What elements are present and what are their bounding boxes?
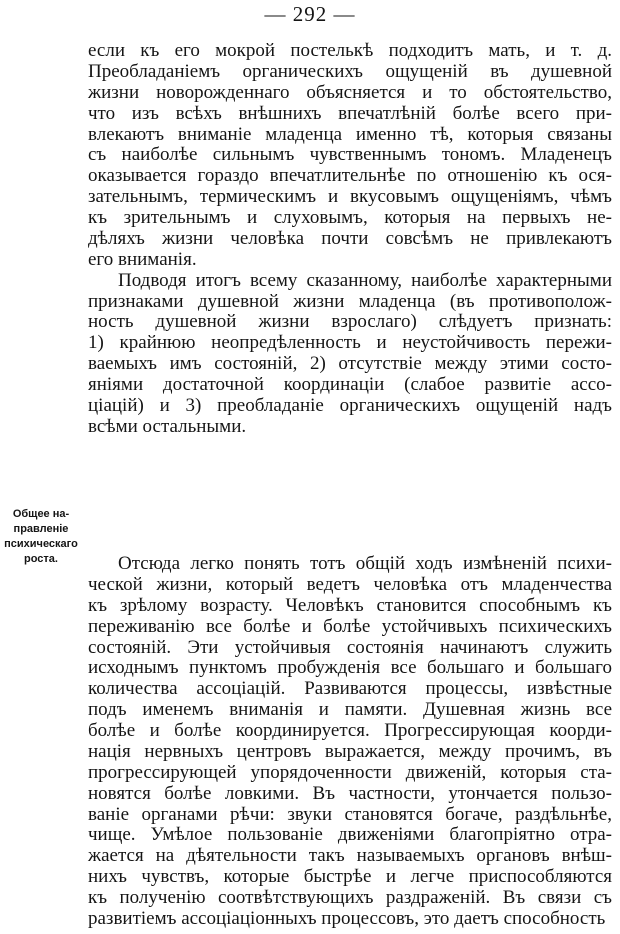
text-line: жизни новорожденнаго объясняется и то обстоятельство, (88, 82, 612, 103)
margin-note (0, 507, 82, 567)
text-line: состояній. Эти устойчивыя состоянія начинаютъ служить (88, 637, 612, 658)
text-line: прогрессирующей упорядоченности движеній, которыя ста- (88, 762, 612, 783)
text-line: нація нервныхъ центровъ выражается, между прочимъ, въ (88, 741, 612, 762)
text-line: ческой жизни, который ведетъ человѣка отъ младенчества (88, 574, 612, 595)
text-line: болѣе и болѣе координируется. Прогрессирующая коорди- (88, 720, 612, 741)
text-line: признаками душевной жизни младенца (въ противополож- (88, 291, 612, 312)
margin-note-line: психическаго (4, 538, 78, 550)
text-line: къ зрительнымъ и слуховымъ, которыя на первыхъ не- (88, 207, 612, 228)
text-line: развитіемъ ассоціаціонныхъ процессовъ, это даетъ способность (88, 908, 606, 929)
margin-note-line: Общее на- (12, 508, 70, 520)
text-line: всѣми остальными. (88, 416, 247, 437)
text-line: яніями достаточной координаціи (слабое развитіе ассо- (88, 374, 612, 395)
text-line: переживанію все болѣе и болѣе устойчивыхъ психическихъ (88, 616, 612, 637)
text-line: его вниманія. (88, 249, 197, 270)
text-line: количества ассоціацій. Развиваются процессы, извѣстные (88, 678, 612, 699)
text-line: ваемыхъ имъ состояній, 2) отсутствіе между этими состо- (88, 353, 612, 374)
text-line: ность душевной жизни взрослаго) слѣдуетъ признать: (88, 311, 612, 332)
text-line: что изъ всѣхъ внѣшнихъ впечатлѣній болѣе всего при- (88, 103, 612, 124)
page-number: — 292 — (264, 2, 356, 26)
text-line: ваніе органами рѣчи: звуки становятся богаче, раздѣльнѣе, (88, 804, 612, 825)
text-line: зательнымъ, термическимъ и вкусовымъ ощущеніямъ, чѣмъ (88, 186, 612, 207)
text-line: влекаютъ вниманіе младенца именно тѣ, которыя связаны (88, 124, 612, 145)
text-line: новятся болѣе ловкими. Въ частности, утончается пользо- (88, 783, 612, 804)
text-line: къ полученію соотвѣтствующихъ раздраженій. Въ связи съ (88, 887, 612, 908)
text-line: 1) крайнюю неопредѣленность и неустойчивость пережи- (88, 332, 612, 353)
text-line: оказывается гораздо впечатлительнѣе по отношенію къ ося- (88, 165, 612, 186)
text-line: подъ именемъ вниманія и памяти. Душевная жизнь все (88, 699, 612, 720)
text-line: если къ его мокрой постелькѣ подходитъ мать, и т. д. (88, 40, 612, 61)
text-line: Подводя итогъ всему сказанному, наиболѣе характерными (118, 270, 612, 291)
text-line: ціацій) и 3) преобладаніе органическихъ ощущеній надъ (88, 395, 612, 416)
text-line: Преобладаніемъ органическихъ ощущеній въ душевной (88, 61, 612, 82)
text-line: Отсюда легко понять тотъ общій ходъ измѣненій психи- (118, 553, 612, 574)
text-line: къ зрѣлому возрасту. Человѣкъ становится способнымъ къ (88, 595, 612, 616)
text-line: дѣляхъ жизни человѣка почти совсѣмъ не привлекаютъ (88, 228, 612, 249)
margin-note-line: правленіе (13, 523, 69, 535)
text-line: чище. Умѣлое пользованіе движеніями благопріятно отра- (88, 824, 612, 845)
margin-note-line: роста. (24, 553, 58, 565)
text-line: жается на дѣятельности такъ называемыхъ органовъ внѣш- (88, 845, 612, 866)
text-line: исходнымъ пунктомъ пробужденія все большаго и большаго (88, 657, 612, 678)
text-line: нихъ чувствъ, которые быстрѣе и легче приспособляются (88, 866, 612, 887)
text-line: съ наиболѣе сильнымъ чувственнымъ тономъ. Младенецъ (88, 144, 612, 165)
